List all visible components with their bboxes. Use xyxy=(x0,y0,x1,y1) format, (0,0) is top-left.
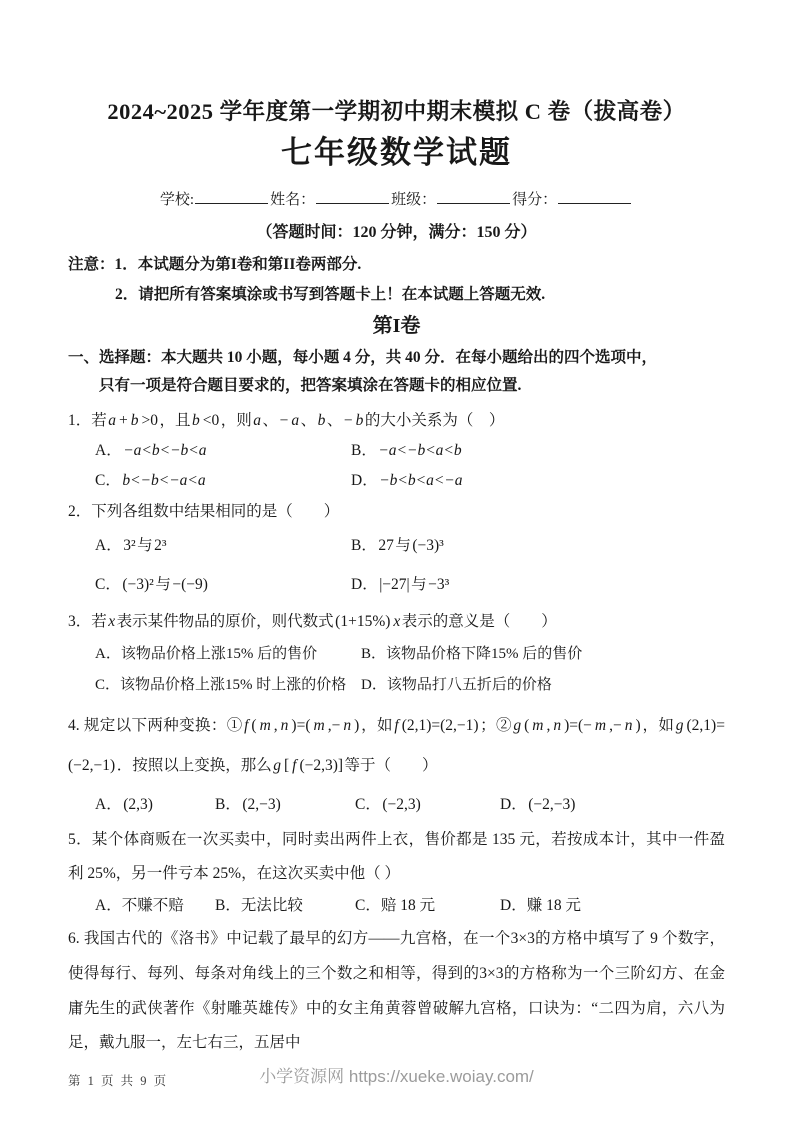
notice-label: 注意： xyxy=(68,256,115,274)
option-text: 3²与2³ xyxy=(123,537,167,555)
option-label: C． xyxy=(95,576,121,594)
question-6 xyxy=(68,922,725,1062)
question-2 xyxy=(68,496,725,605)
option-label: A． xyxy=(95,537,122,555)
score-label: 得分： xyxy=(512,191,558,208)
question-2-options xyxy=(95,527,725,605)
option-text: (−2,−3) xyxy=(528,795,576,813)
question-5-option-b xyxy=(215,890,355,922)
notice-item-2: 2．请把所有答案填涂或书写到答题卡上！在本试题上答题无效. xyxy=(115,286,546,304)
option-text: 该物品价格上涨15% 时上涨的价格 xyxy=(120,676,347,693)
section-heading xyxy=(68,344,725,401)
option-label: A． xyxy=(95,795,122,813)
question-5-options xyxy=(95,890,725,922)
student-info-row xyxy=(68,188,725,211)
option-text: 不赚不赔 xyxy=(121,897,184,915)
footer-page-number: 第 1 页 共 9 页 xyxy=(68,1074,169,1088)
question-3-option-b xyxy=(361,639,725,670)
option-text: (−2,3) xyxy=(382,795,421,813)
option-text: 该物品打八五折后的价格 xyxy=(386,676,552,693)
info-field-school xyxy=(160,188,270,211)
question-1-option-b xyxy=(351,436,725,466)
option-text: 赔 18 元 xyxy=(380,897,436,915)
question-5-option-d xyxy=(500,890,725,922)
question-4-option-c xyxy=(355,786,500,824)
question-3-option-a xyxy=(95,639,361,670)
question-4-options xyxy=(95,786,725,824)
section-heading-line2: 只有一项是符合题目要求的，把答案填涂在答题卡的相应位置. xyxy=(99,377,522,395)
question-5-stem: 5．某个体商贩在一次买卖中，同时卖出两件上衣，售价都是 135 元，若按成本计，其中一件盈利 25%，另一件亏本 25%，在这次买卖中他（ ） xyxy=(68,831,725,882)
option-text: (−3)²与−(−9) xyxy=(122,576,208,594)
question-4-stem: 4. 规定以下两种变换：①f ( m , n )=( m ,− n )，如f (2,1)=(2,−1)；②g ( m , n )=(− m ,− n )，如g (2,1)=(−2,−1)．按照以上变换，那么g [ f (−2,3)]等于（ ） xyxy=(68,717,725,774)
option-text: 该物品价格下降15% 后的售价 xyxy=(386,645,583,662)
exam-title: 2024~2025 学年度第一学期初中期末模拟 C 卷（拔高卷） xyxy=(107,99,686,124)
question-3-option-c xyxy=(95,670,361,701)
question-3 xyxy=(68,605,725,701)
info-field-name xyxy=(270,188,391,211)
question-1-options xyxy=(95,436,725,496)
option-label: D． xyxy=(351,472,378,490)
section-heading-line1: 一、选择题：本大题共 10 小题，每小题 4 分，共 40 分．在每小题给出的四个选项中， xyxy=(68,348,658,366)
exam-notice xyxy=(68,250,725,310)
part-title: 第I卷 xyxy=(372,314,421,337)
option-text: (2,−3) xyxy=(242,795,281,813)
question-4-option-d xyxy=(500,786,725,824)
footer-site-watermark: 小学资源网 https://xueke.woiay.com/ xyxy=(259,1067,534,1086)
exam-meta: （答题时间：120 分钟，满分：150 分） xyxy=(256,223,537,241)
option-text: 赚 18 元 xyxy=(526,897,581,915)
option-text: (2,3) xyxy=(123,795,153,813)
notice-item-1: 注意：1．本试题分为第I卷和第II卷两部分. xyxy=(68,256,362,274)
question-4-option-a xyxy=(95,786,215,824)
option-label: A． xyxy=(95,897,122,915)
question-5-option-c xyxy=(355,890,500,922)
question-1-option-a xyxy=(95,436,351,466)
school-blank-line xyxy=(195,188,268,204)
option-label: A． xyxy=(95,645,121,662)
question-2-option-a xyxy=(95,527,351,566)
option-label: B． xyxy=(215,795,241,813)
score-blank-line xyxy=(558,188,631,204)
question-6-stem: 6. 我国古代的《洛书》中记载了最早的幻方——九宫格，在一个3×3的方格中填写了 9 个数字，使得每行、每列、每条对角线上的三个数之和相等，得到的3×3的方格称为一个三阶幻方、在金庸先生的武侠著作《射雕英雄传》中的女主角黄蓉曾破解九宫格，口诀为：“二四为肩，六八为足，戴九服一，左七右三，五居中 xyxy=(68,929,725,1052)
option-label: B． xyxy=(361,645,387,662)
question-4-option-b xyxy=(215,786,355,824)
option-label: C． xyxy=(95,472,121,490)
option-text: b<−b<−a<a xyxy=(122,472,206,490)
option-label: C． xyxy=(355,795,381,813)
info-field-score xyxy=(512,188,633,211)
page-footer xyxy=(0,1062,793,1087)
name-blank-line xyxy=(316,188,389,204)
option-label: A． xyxy=(95,441,122,459)
option-label: B． xyxy=(351,441,377,459)
class-label: 班级： xyxy=(391,191,437,208)
name-label: 姓名： xyxy=(270,191,316,208)
question-3-option-d xyxy=(361,670,725,701)
question-1-option-d xyxy=(351,466,725,496)
option-label: C． xyxy=(95,676,121,693)
question-1-option-c xyxy=(95,466,351,496)
question-5-option-a xyxy=(95,890,215,922)
option-label: D． xyxy=(361,676,387,693)
option-label: C． xyxy=(355,897,381,915)
question-list xyxy=(68,405,725,1061)
question-3-stem: 3．若x表示某件物品的原价，则代数式(1+15%) x表示的意义是（ ） xyxy=(68,612,557,630)
class-blank-line xyxy=(437,188,510,204)
info-field-class xyxy=(391,188,512,211)
option-label: D． xyxy=(500,897,527,915)
option-text: |−27|与−3³ xyxy=(379,576,450,594)
question-2-option-d xyxy=(351,566,725,605)
option-text: 该物品价格上涨15% 后的售价 xyxy=(120,645,318,662)
option-label: D． xyxy=(351,576,378,594)
question-2-option-b xyxy=(351,527,725,566)
question-1-stem: 1．若a + b >0，且b <0，则a、− a、b、− b的大小关系为（ ） xyxy=(68,411,505,429)
option-text: 27与(−3)³ xyxy=(378,537,444,555)
option-text: 无法比较 xyxy=(240,897,303,915)
question-2-option-c xyxy=(95,566,351,605)
option-label: B． xyxy=(351,537,377,555)
option-text: −a<−b<a<b xyxy=(378,441,462,459)
question-3-options xyxy=(95,639,725,701)
option-text: −b<b<a<−a xyxy=(379,472,463,490)
school-label: 学校: xyxy=(159,191,195,208)
option-label: B． xyxy=(215,897,241,915)
question-2-stem: 2．下列各组数中结果相同的是（ ） xyxy=(68,503,340,521)
question-1 xyxy=(68,405,725,496)
option-label: D． xyxy=(500,795,527,813)
question-4 xyxy=(68,706,725,823)
exam-subtitle: 七年级数学试题 xyxy=(281,135,512,171)
question-5 xyxy=(68,823,725,921)
option-text: −a<b<−b<a xyxy=(123,441,207,459)
